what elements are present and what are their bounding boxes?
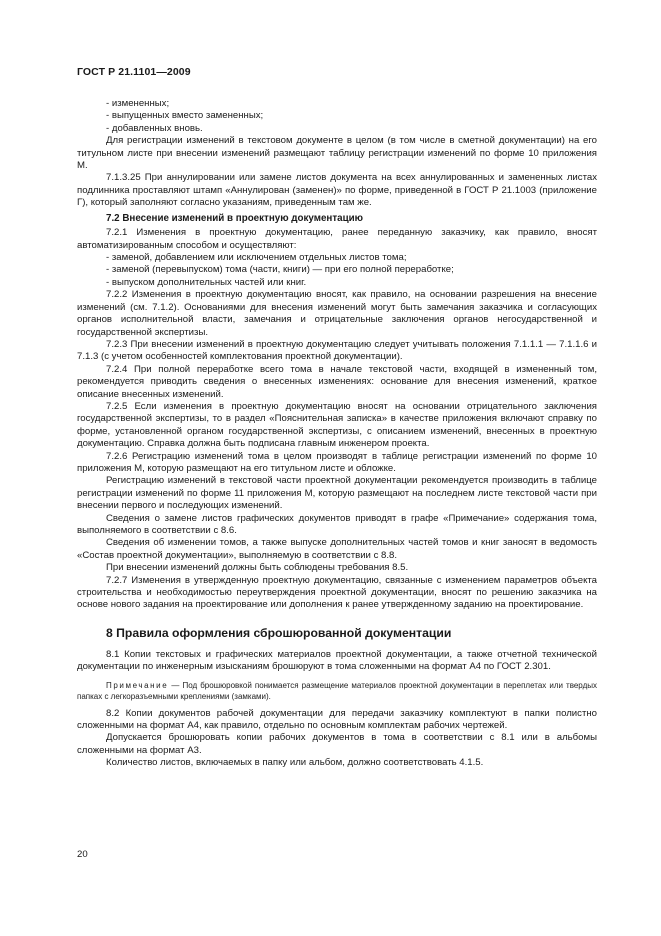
list-item: - измененных; [106, 98, 170, 109]
paragraph-8-1: 8.1 Копии текстовых и графических материалов проектной документации, а также отчетной технической документации по инженерным изысканиям брошюруют в тома сложенными на формат А4 по ГОСТ 2.301. [77, 648, 597, 673]
paragraph-registration-title-sheet: Для регистрации изменений в текстовом документе в целом (в том числе в сметной документации) на его титульном листе при внесении изменений размещают таблицу регистрации изменений по форме 10 приложения М. [77, 135, 597, 172]
document-header-title: ГОСТ Р 21.1101—2009 [77, 66, 191, 78]
list-item: - добавленных вновь. [106, 122, 203, 134]
heading-7-2: 7.2 Внесение изменений в проектную документацию [106, 212, 363, 224]
paragraph-7-2-3: 7.2.3 При внесении изменений в проектную документацию следует учитывать положения 7.1.1.1 — 7.1.1.6 и 7.1.3 (с учетом особенностей комплектования проектной документации). [77, 338, 597, 363]
note-text: — Под брошюровкой понимается размещение материалов проектной документации в переплетах или твердых папках с легкоразъемными креплениями (замками). [77, 680, 597, 701]
list-item: - выпущенных вместо замененных; [106, 110, 264, 122]
page-content [77, 98, 597, 770]
paragraph-graphic-sheets: Сведения о замене листов графических документов приводят в графе «Примечание» содержания тома, выполняемого в соответствии с 8.6. [77, 512, 597, 536]
page-number: 20 [77, 849, 88, 860]
note [77, 680, 597, 702]
paragraph-7-2-2: 7.2.2 Изменения в проектную документацию вносят, как правило, на основании разрешения на внесение изменений (см. 7.1.2). Основаниями для внесения изменений могут быть замечания заказчика и согласующих органов исполнительной власти, замечания и отрицательные заключения органов негосударственной и государственной экспертизы. [77, 289, 597, 338]
paragraph-registration-text-part: Регистрацию изменений в текстовой части проектной документации рекомендуется производить в таблице регистрации изменений по форме 11 приложения М, которую размещают на последнем листе текстовой части при внесении первого и последующих изменений. [77, 475, 597, 512]
paragraph-7-2-4: 7.2.4 При полной переработке всего тома в начале текстовой части, входящей в измененный том, рекомендуется приводить сведения о внесенных изменениях: основание для внесения изменений, краткое описание внесенных изменений. [77, 363, 597, 400]
paragraph-7-2-1: 7.2.1 Изменения в проектную документацию, ранее переданную заказчику, как правило, вносят автоматизированным способом и осуществляют: [77, 227, 597, 251]
paragraph-8-2: 8.2 Копии документов рабочей документации для передачи заказчику комплектуют в папки полистно сложенными на формат А4, как правило, отдельно по основным комплектам рабочих чертежей. [77, 707, 597, 732]
paragraph-a3-albums: Допускается брошюровать копии рабочих документов в тома в соответствии с 8.1 или в альбомы сложенными на формат А3. [77, 732, 597, 756]
note-label: Примечание [106, 680, 169, 690]
list-item: - выпуском дополнительных частей или книг. [106, 276, 307, 288]
heading-section-8: 8 Правила оформления сброшюрованной документации [106, 625, 452, 640]
paragraph-7-2-7: 7.2.7 Изменения в утвержденную проектную документацию, связанные с изменением параметров объекта строительства и необходимостью переутверждения проектной документации, вносят по решению заказчика на основе нового задания на проектирование или дополнения к ранее утвержденному заданию на проектирование. [77, 574, 597, 611]
list-item: - заменой (перевыпуском) тома (части, книги) — при его полной переработке; [106, 264, 454, 276]
paragraph-volumes-change: Сведения об изменении томов, а также выпуске дополнительных частей томов и книг заносят в ведомость «Состав проектной документации», выполняемую в соответствии с 8.8. [77, 537, 597, 561]
paragraph-requirements: При внесении изменений должны быть соблюдены требования 8.5. [106, 562, 409, 574]
paragraph-7-2-6: 7.2.6 Регистрацию изменений тома в целом производят в таблице регистрации изменений по форме 10 приложения М, которую размещают на его титульном листе и обложке. [77, 450, 597, 474]
paragraph-7-1-3-25: 7.1.3.25 При аннулировании или замене листов документа на всех аннулированных и замененных листах подлинника проставляют штамп «Аннулирован (заменен)» по форме, приведенной в ГОСТ Р 21.1003 (приложение Г), который заполняют согласно указаниям, приведенным там же. [77, 172, 597, 209]
paragraph-sheet-count: Количество листов, включаемых в папку или альбом, должно соответствовать 4.1.5. [106, 757, 484, 769]
list-item: - заменой, добавлением или исключением отдельных листов тома; [106, 252, 407, 264]
paragraph-7-2-5: 7.2.5 Если изменения в проектную документацию вносят на основании отрицательного заключения государственной экспертизы, то в раздел «Пояснительная записка» в качестве приложения включают справку по форме, установленной органом государственной экспертизы, с описанием изменений, внесенных в проектную документацию. Справка должна быть подписана главным инженером проекта. [77, 400, 597, 450]
